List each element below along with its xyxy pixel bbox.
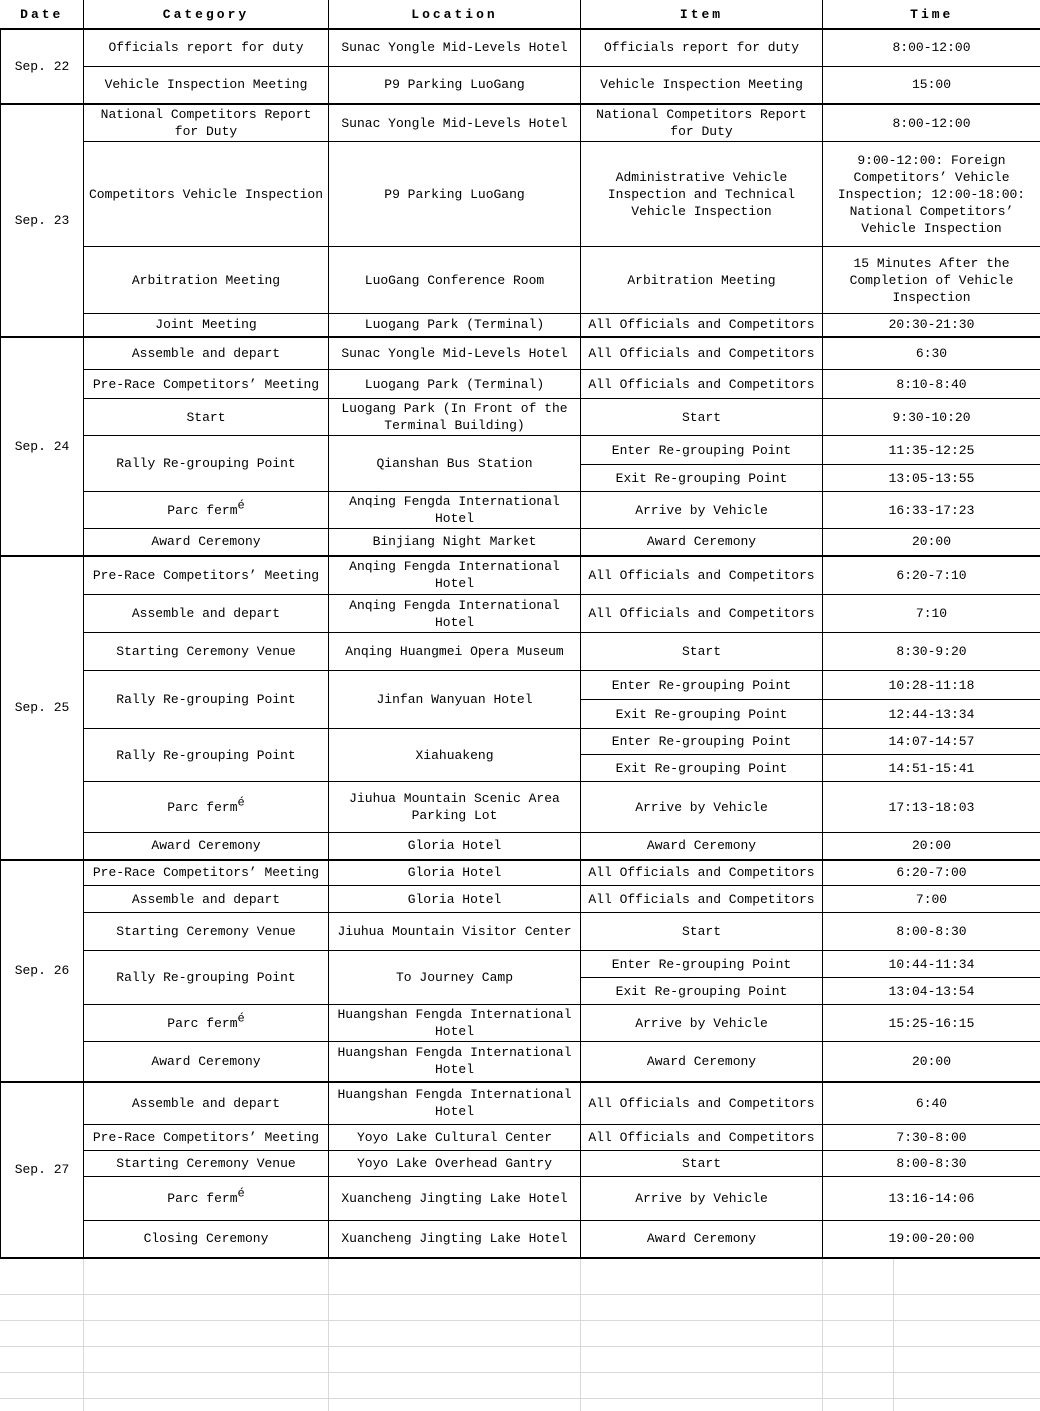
category-cell: Pre-Race Competitors’ Meeting [84, 370, 329, 399]
item-cell: Start [581, 633, 823, 671]
item-cell: Arrive by Vehicle [581, 1177, 823, 1221]
category-cell: Parc ferm$^é$ [84, 782, 329, 833]
time-cell: 6:20-7:10 [823, 556, 1040, 595]
category-cell: Rally Re-grouping Point [84, 436, 329, 492]
grid-cell [328, 1295, 580, 1321]
schedule-row [1, 104, 1040, 142]
category-cell: Parc ferm$^é$ [84, 492, 329, 529]
time-cell: 17:13-18:03 [823, 782, 1040, 833]
location-cell: Xuancheng Jingting Lake Hotel [329, 1177, 581, 1221]
item-cell: Vehicle Inspection Meeting [581, 66, 823, 104]
header-location: Location [329, 0, 581, 29]
location-cell: Jiuhua Mountain Visitor Center [329, 913, 581, 951]
category-cell: Award Ceremony [84, 529, 329, 556]
time-cell: 7:00 [823, 886, 1040, 913]
location-cell: Huangshan Fengda International Hotel [329, 1005, 581, 1042]
location-cell: Huangshan Fengda International Hotel [329, 1082, 581, 1125]
location-cell: Anqing Fengda International Hotel [329, 556, 581, 595]
category-cell: Assemble and depart [84, 337, 329, 370]
section-sep-23 [1, 104, 1040, 337]
schedule-row [1, 913, 1040, 951]
location-cell: Gloria Hotel [329, 860, 581, 886]
item-cell: Start [581, 913, 823, 951]
schedule-row [1, 1082, 1040, 1125]
time-cell: 9:00-12:00: Foreign Competitors’ Vehicle Inspection; 12:00-18:00: National Competitors’ Vehicle Inspection [823, 142, 1040, 247]
time-cell: 6:40 [823, 1082, 1040, 1125]
schedule-row [1, 529, 1040, 556]
item-cell: All Officials and Competitors [581, 370, 823, 399]
time-cell: 20:00 [823, 529, 1040, 556]
item-cell: Exit Re-grouping Point [581, 700, 823, 729]
grid-cell [328, 1373, 580, 1399]
grid-cell [83, 1259, 328, 1295]
schedule-row [1, 1005, 1040, 1042]
location-cell: Jiuhua Mountain Scenic Area Parking Lot [329, 782, 581, 833]
grid-cell [328, 1347, 580, 1373]
location-cell: Binjiang Night Market [329, 529, 581, 556]
category-cell: Assemble and depart [84, 595, 329, 633]
location-cell: Sunac Yongle Mid-Levels Hotel [329, 337, 581, 370]
location-cell: Luogang Park (Terminal) [329, 314, 581, 337]
item-cell: All Officials and Competitors [581, 595, 823, 633]
schedule-row [1, 1151, 1040, 1177]
item-cell: Award Ceremony [581, 1042, 823, 1082]
schedule-row [1, 399, 1040, 436]
empty-grid-row [0, 1347, 1040, 1373]
time-cell: 6:30 [823, 337, 1040, 370]
grid-cell [822, 1373, 893, 1399]
category-cell: Closing Ceremony [84, 1221, 329, 1258]
location-cell: Qianshan Bus Station [329, 436, 581, 492]
time-cell: 10:28-11:18 [823, 671, 1040, 700]
grid-cell [328, 1259, 580, 1295]
item-cell: Enter Re-grouping Point [581, 436, 823, 465]
item-cell: All Officials and Competitors [581, 1125, 823, 1151]
schedule-subrow [1, 671, 1040, 700]
schedule-row [1, 595, 1040, 633]
grid-cell [893, 1373, 1040, 1399]
schedule-subrow [1, 436, 1040, 465]
category-cell: Start [84, 399, 329, 436]
time-cell: 8:00-8:30 [823, 1151, 1040, 1177]
time-cell: 20:30-21:30 [823, 314, 1040, 337]
date-cell: Sep. 27 [1, 1082, 84, 1258]
location-cell: LuoGang Conference Room [329, 247, 581, 314]
grid-cell [0, 1295, 83, 1321]
location-cell: Yoyo Lake Cultural Center [329, 1125, 581, 1151]
item-cell: Award Ceremony [581, 1221, 823, 1258]
grid-cell [822, 1321, 893, 1347]
grid-cell [580, 1295, 822, 1321]
item-cell: Start [581, 1151, 823, 1177]
location-cell: Anqing Fengda International Hotel [329, 492, 581, 529]
item-cell: Exit Re-grouping Point [581, 978, 823, 1005]
item-cell: Exit Re-grouping Point [581, 465, 823, 492]
category-cell: Award Ceremony [84, 833, 329, 860]
schedule-row [1, 1125, 1040, 1151]
item-cell: Enter Re-grouping Point [581, 951, 823, 978]
section-sep-25 [1, 556, 1040, 860]
time-cell: 20:00 [823, 833, 1040, 860]
category-cell: Parc ferm$^é$ [84, 1005, 329, 1042]
category-cell: Assemble and depart [84, 886, 329, 913]
item-cell: Enter Re-grouping Point [581, 671, 823, 700]
time-cell: 7:30-8:00 [823, 1125, 1040, 1151]
location-cell: Anqing Fengda International Hotel [329, 595, 581, 633]
grid-cell [580, 1373, 822, 1399]
location-cell: Sunac Yongle Mid-Levels Hotel [329, 29, 581, 66]
time-cell: 19:00-20:00 [823, 1221, 1040, 1258]
schedule-row [1, 782, 1040, 833]
item-cell: All Officials and Competitors [581, 337, 823, 370]
grid-cell [822, 1295, 893, 1321]
schedule-row [1, 633, 1040, 671]
location-cell: Sunac Yongle Mid-Levels Hotel [329, 104, 581, 142]
location-cell: Yoyo Lake Overhead Gantry [329, 1151, 581, 1177]
time-cell: 14:51-15:41 [823, 755, 1040, 782]
schedule-row [1, 142, 1040, 247]
grid-cell [83, 1295, 328, 1321]
location-cell: Luogang Park (Terminal) [329, 370, 581, 399]
location-cell: P9 Parking LuoGang [329, 66, 581, 104]
grid-cell [0, 1347, 83, 1373]
item-cell: Exit Re-grouping Point [581, 755, 823, 782]
empty-grid-row [0, 1295, 1040, 1321]
schedule-subrow [1, 729, 1040, 755]
schedule-row [1, 1221, 1040, 1258]
time-cell: 15:00 [823, 66, 1040, 104]
empty-grid-row [0, 1321, 1040, 1347]
date-cell: Sep. 24 [1, 337, 84, 556]
grid-cell [893, 1259, 1040, 1295]
header-item: Item [581, 0, 823, 29]
category-cell: National Competitors Report for Duty [84, 104, 329, 142]
schedule-row [1, 314, 1040, 337]
time-cell: 8:10-8:40 [823, 370, 1040, 399]
location-cell: Anqing Huangmei Opera Museum [329, 633, 581, 671]
time-cell: 15 Minutes After the Completion of Vehicle Inspection [823, 247, 1040, 314]
item-cell: Award Ceremony [581, 529, 823, 556]
schedule-row [1, 1177, 1040, 1221]
schedule-row [1, 337, 1040, 370]
category-cell: Starting Ceremony Venue [84, 633, 329, 671]
empty-grid [0, 1259, 1040, 1411]
grid-cell [580, 1259, 822, 1295]
grid-cell [580, 1321, 822, 1347]
location-cell: Xuancheng Jingting Lake Hotel [329, 1221, 581, 1258]
empty-grid-row [0, 1373, 1040, 1399]
schedule-row [1, 556, 1040, 595]
grid-cell [893, 1321, 1040, 1347]
time-cell: 6:20-7:00 [823, 860, 1040, 886]
time-cell: 7:10 [823, 595, 1040, 633]
item-cell: Administrative Vehicle Inspection and Technical Vehicle Inspection [581, 142, 823, 247]
header-time: Time [823, 0, 1040, 29]
location-cell: Xiahuakeng [329, 729, 581, 782]
time-cell: 13:05-13:55 [823, 465, 1040, 492]
category-cell: Assemble and depart [84, 1082, 329, 1125]
header-date: Date [1, 0, 84, 29]
time-cell: 13:16-14:06 [823, 1177, 1040, 1221]
section-sep-27 [1, 1082, 1040, 1258]
date-cell: Sep. 26 [1, 860, 84, 1082]
schedule-row [1, 860, 1040, 886]
schedule-row [1, 833, 1040, 860]
item-cell: Arrive by Vehicle [581, 492, 823, 529]
time-cell: 16:33-17:23 [823, 492, 1040, 529]
time-cell: 11:35-12:25 [823, 436, 1040, 465]
item-cell: All Officials and Competitors [581, 886, 823, 913]
grid-cell [328, 1321, 580, 1347]
time-cell: 8:00-12:00 [823, 104, 1040, 142]
grid-cell [83, 1373, 328, 1399]
schedule-row [1, 492, 1040, 529]
schedule-row [1, 1042, 1040, 1082]
item-cell: All Officials and Competitors [581, 1082, 823, 1125]
category-cell: Pre-Race Competitors’ Meeting [84, 860, 329, 886]
schedule-row [1, 886, 1040, 913]
header-category: Category [84, 0, 329, 29]
location-cell: P9 Parking LuoGang [329, 142, 581, 247]
item-cell: Award Ceremony [581, 833, 823, 860]
time-cell: 13:04-13:54 [823, 978, 1040, 1005]
time-cell: 12:44-13:34 [823, 700, 1040, 729]
item-cell: All Officials and Competitors [581, 556, 823, 595]
item-cell: Arbitration Meeting [581, 247, 823, 314]
date-cell: Sep. 23 [1, 104, 84, 337]
time-cell: 14:07-14:57 [823, 729, 1040, 755]
category-cell: Pre-Race Competitors’ Meeting [84, 556, 329, 595]
item-cell: Officials report for duty [581, 29, 823, 66]
item-cell: Start [581, 399, 823, 436]
time-cell: 20:00 [823, 1042, 1040, 1082]
location-cell: Gloria Hotel [329, 886, 581, 913]
time-cell: 10:44-11:34 [823, 951, 1040, 978]
location-cell: Gloria Hotel [329, 833, 581, 860]
empty-grid-row [0, 1259, 1040, 1295]
item-cell: All Officials and Competitors [581, 860, 823, 886]
header-row [1, 0, 1040, 29]
location-cell: Huangshan Fengda International Hotel [329, 1042, 581, 1082]
section-sep-22 [1, 29, 1040, 104]
grid-cell [83, 1321, 328, 1347]
time-cell: 8:00-12:00 [823, 29, 1040, 66]
location-cell: To Journey Camp [329, 951, 581, 1005]
time-cell: 15:25-16:15 [823, 1005, 1040, 1042]
category-cell: Rally Re-grouping Point [84, 729, 329, 782]
schedule-subrow [1, 951, 1040, 978]
time-cell: 9:30-10:20 [823, 399, 1040, 436]
grid-cell [0, 1321, 83, 1347]
category-cell: Pre-Race Competitors’ Meeting [84, 1125, 329, 1151]
location-cell: Jinfan Wanyuan Hotel [329, 671, 581, 729]
time-cell: 8:30-9:20 [823, 633, 1040, 671]
time-cell: 8:00-8:30 [823, 913, 1040, 951]
item-cell: National Competitors Report for Duty [581, 104, 823, 142]
schedule-row [1, 370, 1040, 399]
grid-cell [0, 1259, 83, 1295]
item-cell: Arrive by Vehicle [581, 782, 823, 833]
grid-cell [822, 1347, 893, 1373]
item-cell: Enter Re-grouping Point [581, 729, 823, 755]
schedule-row [1, 247, 1040, 314]
schedule-row [1, 66, 1040, 104]
item-cell: All Officials and Competitors [581, 314, 823, 337]
grid-cell [893, 1295, 1040, 1321]
category-cell: Starting Ceremony Venue [84, 1151, 329, 1177]
category-cell: Arbitration Meeting [84, 247, 329, 314]
location-cell: Luogang Park (In Front of the Terminal Building) [329, 399, 581, 436]
category-cell: Officials report for duty [84, 29, 329, 66]
grid-cell [0, 1373, 83, 1399]
schedule-row [1, 29, 1040, 66]
category-cell: Rally Re-grouping Point [84, 951, 329, 1005]
category-cell: Award Ceremony [84, 1042, 329, 1082]
category-cell: Vehicle Inspection Meeting [84, 66, 329, 104]
category-cell: Rally Re-grouping Point [84, 671, 329, 729]
category-cell: Starting Ceremony Venue [84, 913, 329, 951]
grid-cell [822, 1259, 893, 1295]
date-cell: Sep. 25 [1, 556, 84, 860]
item-cell: Arrive by Vehicle [581, 1005, 823, 1042]
section-sep-24 [1, 337, 1040, 556]
date-cell: Sep. 22 [1, 29, 84, 104]
grid-cell [580, 1347, 822, 1373]
category-cell: Competitors Vehicle Inspection [84, 142, 329, 247]
category-cell: Joint Meeting [84, 314, 329, 337]
grid-cell [83, 1347, 328, 1373]
category-cell: Parc ferm$^é$ [84, 1177, 329, 1221]
section-sep-26 [1, 860, 1040, 1082]
grid-cell [893, 1347, 1040, 1373]
